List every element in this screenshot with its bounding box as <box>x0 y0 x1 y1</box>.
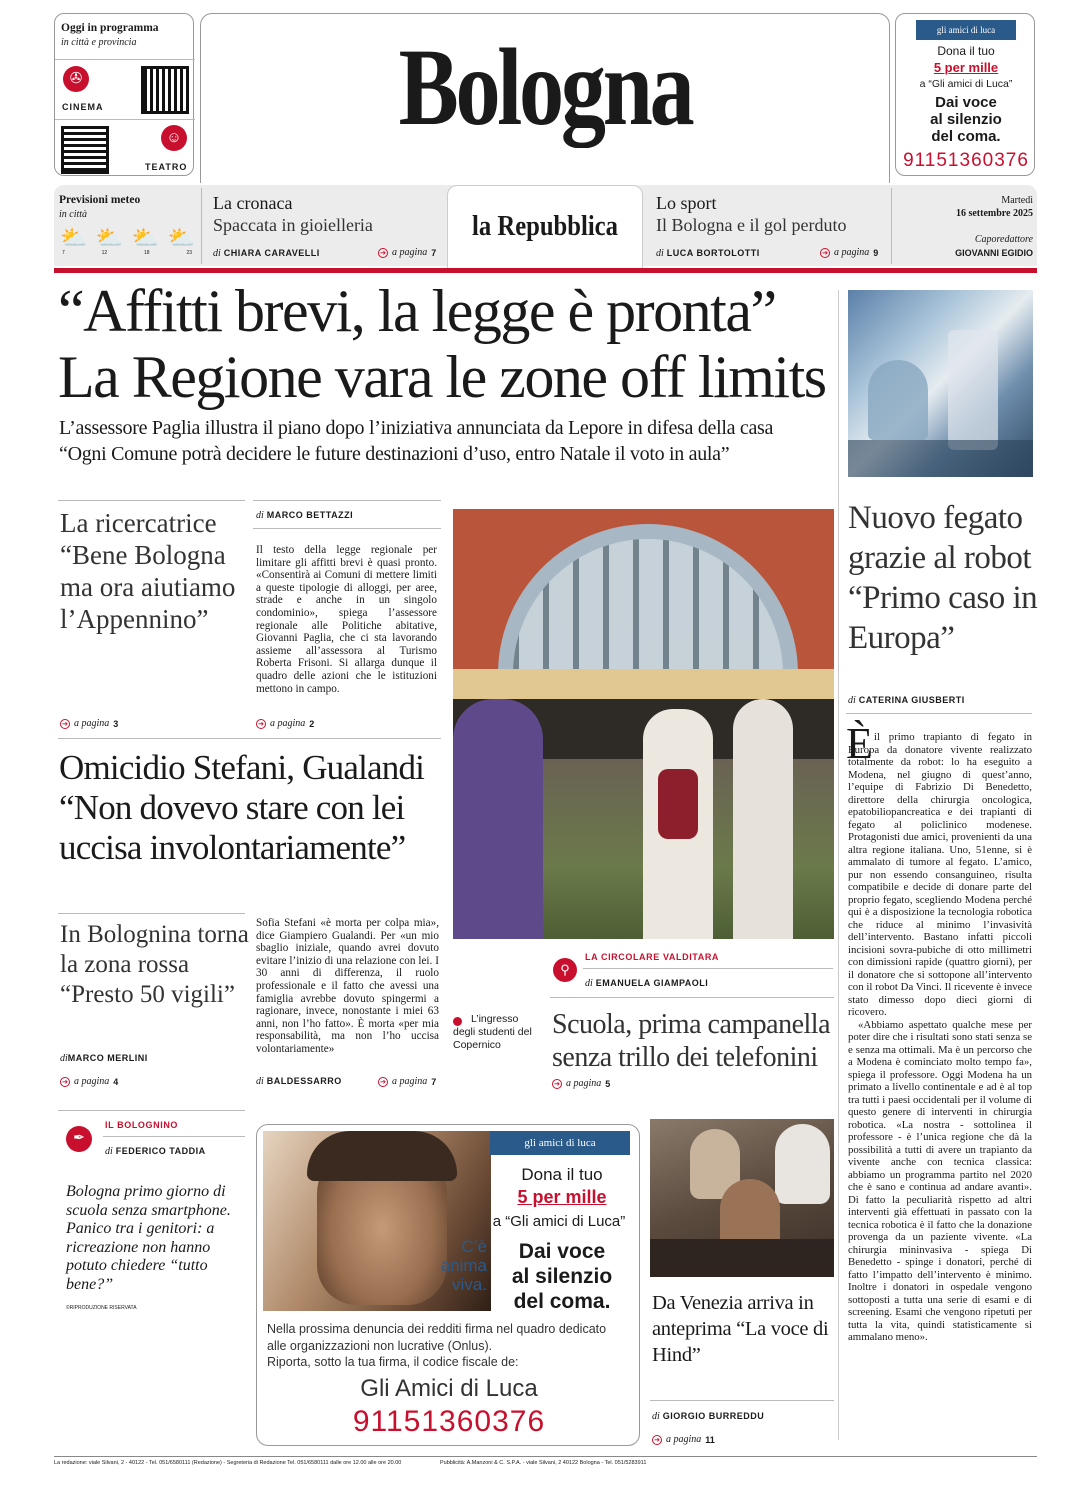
lead-byline: di MARCO BETTAZZI <box>256 510 354 521</box>
scuola-icon: ⚲ <box>553 958 577 982</box>
bolognino-kicker: IL BOLOGNINO <box>105 1120 179 1130</box>
ad-top-line3: a “Gli amici di Luca” <box>919 78 1013 90</box>
teatro-qr-code[interactable] <box>61 126 109 174</box>
cinema-qr-code[interactable] <box>141 66 189 114</box>
arrow-right-icon: ➔ <box>256 719 266 729</box>
partly-cloudy-icon: ⛅ <box>60 225 88 250</box>
cinema-label[interactable]: CINEMA <box>62 102 104 112</box>
bolognina-page-link[interactable]: ➔ a pagina 4 <box>60 1076 118 1087</box>
meteo-hours: 7 12 18 23 <box>62 250 192 256</box>
scuola-kicker: LA CIRCOLARE VALDITARA <box>585 952 720 962</box>
sport-title[interactable]: Il Bologna e il gol perduto <box>656 215 847 235</box>
fegato-byline: di CATERINA GIUSBERTI <box>848 695 965 706</box>
lead-headline-2[interactable]: La Regione vara le zone off limits <box>58 344 826 410</box>
capo-label: Caporedattore <box>974 234 1033 245</box>
meteo-subtitle: in città <box>59 209 88 220</box>
strip-red-rule <box>54 268 1037 273</box>
ad-top-slogan: Dai voce al silenzio del coma. <box>930 94 1002 145</box>
footer-redazione: La redazione: viale Silvani, 2 - 40122 - Tel. 051/6580111 (Redazione) - Segreteria di Redazione Tel. 051/6580111 dalle ore 12.00 alle ore 20.00 <box>54 1460 402 1466</box>
omicidio-body: Sofia Stefani «è morta per colpa mia», dice Giampiero Gualandi. Per «un mio sbaglio iniziale, quando avrei dovuto evitare l’inizio di una relazione con lei. I 30 anni di differenza, il ruolo professionale e il fatto che avessi una famiglia avrebbe dovuto spingermi a ragionare, invece, nonostante i miei 63 anni, non l’ho fatto». È morta «per mia responsabilità, ma non l’ho uccisa volontariamente» <box>256 917 439 1055</box>
ricercatrice-page-link[interactable]: ➔ a pagina 3 <box>60 718 118 729</box>
ad-top-code: 91151360376 <box>903 150 1029 171</box>
ad-big-line456: Dai voce al silenzio del coma. <box>511 1240 613 1313</box>
arrow-right-icon: ➔ <box>60 719 70 729</box>
arrow-right-icon: ➔ <box>60 1077 70 1087</box>
bolognina-byline: diMARCO MERLINI <box>60 1053 148 1064</box>
omicidio-headline[interactable]: Omicidio Stefani, Gualandi “Non dovevo stare con lei uccisa involontariamente” <box>59 748 425 867</box>
omicidio-byline: di BALDESSARRO <box>256 1076 342 1087</box>
cronaca-page-link[interactable]: ➔ a pagina 7 <box>378 247 436 258</box>
arrow-right-icon: ➔ <box>378 1077 388 1087</box>
scuola-box <box>545 940 838 1000</box>
ad-big-small-text: Nella prossima denuncia dei redditi firma nel quadro dedicato alle organizzazioni non lucrative (Onlus). Riporta, sotto la tua firma, il codice fiscale de: <box>267 1322 607 1369</box>
venezia-byline: di GIORGIO BURREDDU <box>652 1411 765 1422</box>
arrow-right-icon: ➔ <box>552 1079 562 1089</box>
meteo-title: Previsioni meteo <box>59 194 141 206</box>
ad-top[interactable] <box>895 13 1035 176</box>
programma-box <box>54 13 194 176</box>
bolognina-title[interactable]: In Bolognina torna la zona rossa “Presto 50 vigili” <box>60 921 249 1008</box>
ad-top-logo: gli amici di luca <box>916 20 1016 40</box>
ricercatrice-title[interactable]: La ricercatrice “Bene Bologna ma ora aiutiamo l’Appennino” <box>60 508 236 634</box>
lead-subtitle-2: “Ogni Comune potrà decidere le future destinazioni d’uso, entro Natale il voto in aula” <box>59 443 730 465</box>
arrow-right-icon: ➔ <box>378 248 388 258</box>
programma-subtitle: in città e provincia <box>61 37 137 48</box>
ad-top-line2: 5 per mille <box>933 60 999 75</box>
partly-cloudy-icon: ⛅ <box>95 225 124 250</box>
teatro-icon[interactable]: ☺ <box>161 125 187 151</box>
ad-big-line1: Dona il tuo <box>521 1165 603 1184</box>
lead-body: Il testo della legge regionale per limitare gli affitti brevi è quasi pronto. «Consentirà ai Comuni di mettere limiti a queste tipologie di alloggi, per aree, strade e anche in un singolo condominio», spiega l’assessore regionale alle Politiche abitative, Giovanni Paglia, che ci sta lavorando assieme all’assessora al Turismo Roberta Frisoni. Si allarga dunque il quadro delle azioni che le istituzioni mettono in campo. <box>256 544 437 695</box>
repubblica-logo: la Repubblica <box>472 210 618 242</box>
partly-cloudy-icon: ⛅ <box>131 225 160 250</box>
capo-name: GIOVANNI EGIDIO <box>955 248 1033 258</box>
scuola-title[interactable]: Scuola, prima campanella senza trillo dei telefonini <box>552 1009 830 1073</box>
fegato-body: il primo trapianto di fegato in Europa da donatore vivente realizzato totalmente da robot: lo ha eseguito a Modena, nel giugno di quest’anno, l’equipe di Fabrizio Di Benedetto, direttore della chirurgia oncologica, epatobiliopancreatica e dei trapianti di fegato al policlinico modenese. Protagonisti due amici, provenienti da una altra regione italiana. Uno, 51enne, si è ammalato di tumore al fegato. L’amico, pur non essendo consanguineo, risulta compatibile e decide di donare parte del proprio fegato, scegliendo Modena perché qui è a disposizione la tecnologia robotica che riduce al minimo l’invasività dell’intervento. Bastano infatti piccoli incisioni sovra-pubiche di otto millimetri con dimissioni rapide (quattro giorni), per il donatore che si sottopone all’intervento con il robot Da Vinci. Il ricevente è invece stato dimesso dopo dieci giorni di ricovero. «Abbiamo aspettato qualche mese per poter dire che i risultati sono stati senza se e senza ma ottimali. Ma è un percorso che a Modena è cominciato molto tempo fa», spiega il professore. Oggi Modena ha un primato a livello continentale e ad è al top tra tutti i paesi occidentali per il volume di questo genere di interventi in chirurgia robotica. «La nostra - sottolinea il professore - è l’unica regione che dà la possibilità a tutti di avere un trapianto da vivente anche con tecnica classica: abbiamo un programma partito nel 2020 che è sano e continua ad andare avanti». Di fatto la peculiarità rispetto ad altri interventi già effettuati in passato con la tecnica robotica è il fatto che la donazione provenga da un paziente vivente. «La chirurgia mininvasiva - spiega Di Benedetto - spinge i donatori, perché di fatto l’impatto dell’intervento è minimo. Inoltre i donatori in ospedale vengono sottoposti a tutta una serie di esami e di screening. Esami che vengono ripetuti per tutta la vita, quindi statisticamente si ammalano meno». <box>848 731 1032 1343</box>
scuola-byline: di EMANUELA GIAMPAOLI <box>585 978 709 989</box>
sport-byline: di LUCA BORTOLOTTI <box>656 248 760 259</box>
bolognino-copyright: ©RIPRODUZIONE RISERVATA <box>66 1305 137 1311</box>
lead-subtitle-1: L’assessore Paglia illustra il piano dopo l’iniziativa annunciata da Lepore in difesa della casa <box>59 417 774 439</box>
fegato-dropcap: È <box>846 719 873 768</box>
cronaca-byline: di CHIARA CARAVELLI <box>213 248 320 259</box>
arrow-right-icon: ➔ <box>820 248 830 258</box>
ad-big-slogan: C’è anima viva. <box>440 1237 487 1294</box>
teatro-label[interactable]: TEATRO <box>145 162 188 172</box>
ad-big-line2: 5 per mille <box>517 1187 607 1207</box>
photo-caption: L’ingresso degli studenti del Copernico <box>453 1013 532 1051</box>
date-full: 16 settembre 2025 <box>955 208 1033 219</box>
masthead: Bologna <box>398 26 692 148</box>
sport-kicker: Lo sport <box>656 193 717 213</box>
lead-page-link[interactable]: ➔ a pagina 2 <box>256 718 314 729</box>
ad-big[interactable] <box>256 1124 640 1446</box>
arrow-right-icon: ➔ <box>652 1435 662 1445</box>
film-still-photo <box>650 1119 834 1277</box>
partly-cloudy-icon: ⛅ <box>167 225 195 250</box>
date-day: Martedì <box>1001 195 1033 206</box>
bolognino-icon: ✒ <box>66 1126 92 1152</box>
school-entrance-photo <box>453 509 834 939</box>
lead-headline-1[interactable]: “Affitti brevi, la legge è pronta” <box>58 278 776 344</box>
cinema-icon[interactable]: ✇ <box>63 66 89 92</box>
venezia-title[interactable]: Da Venezia arriva in anteprima “La voce di Hind” <box>652 1292 829 1366</box>
scuola-page-link[interactable]: ➔ a pagina 5 <box>552 1078 610 1089</box>
ad-big-line3: a “Gli amici di Luca” <box>492 1213 626 1230</box>
bolognino-byline: di FEDERICO TADDIA <box>105 1146 206 1157</box>
cronaca-kicker: La cronaca <box>213 193 293 213</box>
fegato-title[interactable]: Nuovo fegato grazie al robot “Primo caso in Europa” <box>848 500 1038 656</box>
robot-surgery-photo <box>848 290 1033 477</box>
ad-big-name: Gli Amici di Luca <box>360 1375 538 1402</box>
omicidio-page-link[interactable]: ➔ a pagina 7 <box>378 1076 436 1087</box>
ad-top-line1: Dona il tuo <box>937 44 995 58</box>
bolognino-text: Bologna primo giorno di scuola senza smartphone. Panico tra i genitori: a ricreazione non hanno potuto chiedere “tutto bene?” <box>66 1183 231 1293</box>
cronaca-title[interactable]: Spaccata in gioielleria <box>213 215 373 235</box>
sport-page-link[interactable]: ➔ a pagina 9 <box>820 247 878 258</box>
footer-pubblicita: Pubblicità: A.Manzoni & C. S.P.A. - viale Silvani, 2 40122 Bologna - Tel. 051/5283911 <box>440 1460 647 1466</box>
ad-big-code: 91151360376 <box>352 1405 546 1438</box>
ad-big-logo: gli amici di luca <box>490 1131 630 1155</box>
programma-title: Oggi in programma <box>61 22 159 34</box>
venezia-page-link[interactable]: ➔ a pagina 11 <box>652 1434 715 1445</box>
